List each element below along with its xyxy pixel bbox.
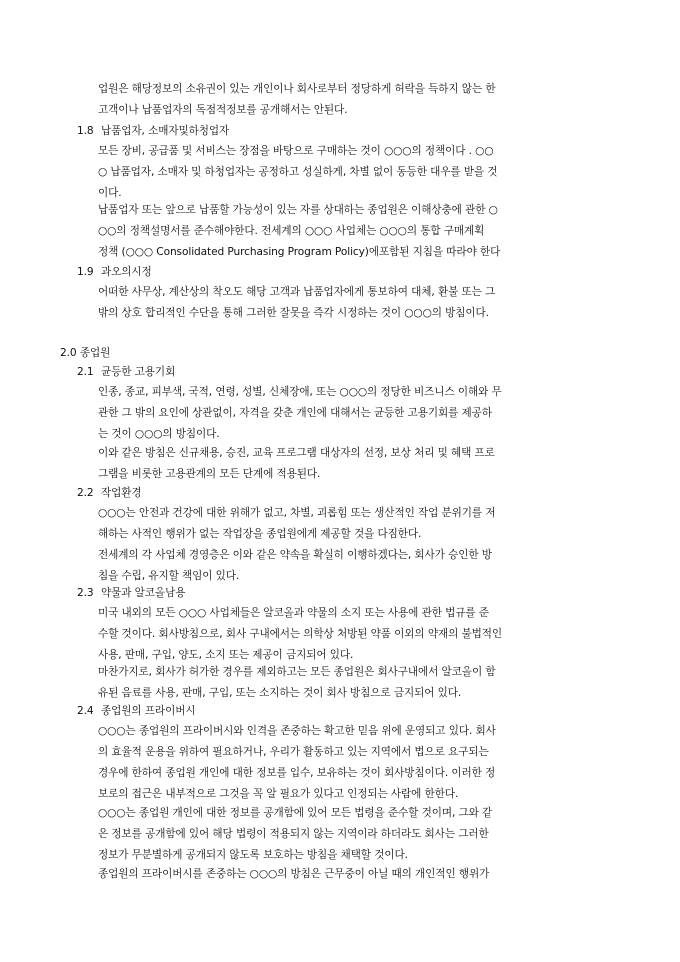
subsection-number: 2.1 — [77, 366, 94, 378]
paragraph — [98, 721, 620, 805]
subsection-title: 과오의시정 — [101, 266, 152, 278]
text-line: 고객이나 납품업자의 독점적정보를 공개해서는 안된다. — [98, 104, 348, 116]
subsection-heading-2-1 — [77, 364, 175, 379]
text-line: 모든 장비, 공급품 및 서비스는 장점을 바탕으로 구매하는 것이 ○○○의 정책이다 . ○○ — [98, 145, 494, 157]
text-line: 는 것이 ○○○의 방침이다. — [98, 428, 220, 440]
paragraph — [98, 803, 620, 866]
text-line: 의 효율적 운용을 위하여 필요하거나, 우리가 활동하고 있는 지역에서 법으로 요구되는 — [98, 746, 489, 758]
text-line: 정책 (○○○ Consolidated Purchasing Program Policy)에포함된 지침을 따라야 한다 — [98, 246, 501, 258]
subsection-number: 1.9 — [77, 266, 94, 278]
subsection-heading-2-4 — [77, 703, 195, 718]
text-line: 보로의 접근은 내부적으로 그것을 꼭 알 필요가 있다고 인정되는 사람에 한한다. — [98, 788, 459, 800]
paragraph — [98, 503, 620, 545]
subsection-heading-1-9 — [77, 264, 152, 279]
text-line: 해하는 사적인 행위가 없는 작업장을 종업원에게 제공할 것을 다짐한다. — [98, 528, 422, 540]
paragraph — [98, 662, 620, 704]
text-line: 그램을 비롯한 고용관계의 모든 단계에 적용된다. — [98, 468, 321, 480]
text-line: 침을 수립, 유지할 책임이 있다. — [98, 570, 240, 582]
text-line: 정보가 무분별하게 공개되지 않도록 보호하는 방침을 채택할 것이다. — [98, 849, 408, 861]
text-line: 은 정보를 공개함에 있어 해당 법령이 적용되지 않는 지역이라 하더라도 회사는 그러한 — [98, 828, 489, 840]
paragraph — [98, 545, 620, 587]
text-line: 수할 것이다. 회사방침으로, 회사 구내에서는 의학상 처방된 약품 이외의 약재의 불법적인 — [98, 628, 503, 640]
subsection-heading-1-8 — [77, 123, 229, 138]
text-line: 유된 음료를 사용, 판매, 구입, 또는 소지하는 것이 회사 방침으로 금지되어 있다. — [98, 687, 462, 699]
paragraph — [98, 864, 620, 885]
paragraph — [98, 79, 620, 121]
subsection-title: 종업원의 프라이버시 — [101, 705, 196, 717]
text-line: 이다. — [98, 187, 122, 199]
subsection-number: 2.4 — [77, 705, 94, 717]
paragraph — [98, 200, 620, 263]
subsection-title: 납품업자, 소매자및하청업자 — [101, 125, 230, 137]
text-line: 전세계의 각 사업체 경영층은 이와 같은 약속을 확실히 이행하겠다는, 회사가 승인한 방 — [98, 549, 492, 561]
text-line: 이와 같은 방침은 신규채용, 승진, 교육 프로그램 대상자의 선정, 보상 처리 및 혜택 프로 — [98, 447, 495, 459]
text-line: ○ 납품업자, 소매자 및 하청업자는 공정하고 성실하게, 차별 없이 동등한 대우를 받을 것 — [98, 166, 498, 178]
subsection-title: 작업환경 — [101, 487, 142, 499]
section-heading-2-0: 2.0 종업원 — [60, 347, 111, 359]
paragraph — [98, 382, 620, 445]
text-line: 납품업자 또는 앞으로 납품할 가능성이 있는 자를 상대하는 종업원은 이해상충에 관한 ○ — [98, 204, 498, 216]
text-line: 종업원의 프라이버시를 존중하는 ○○○의 방침은 근무중이 아닐 때의 개인적인 행위가 — [98, 868, 490, 880]
text-line: 미국 내외의 모든 ○○○ 사업체들은 알코올과 약물의 소지 또는 사용에 관한 법규를 준 — [98, 607, 489, 619]
text-line: ○○○는 종업원의 프라이버시와 인격을 존중하는 확고한 믿음 위에 운영되고 있다. 회사 — [98, 725, 496, 737]
text-line: 업원은 해당정보의 소유권이 있는 개인이나 회사로부터 정당하게 허락을 득하지 않는 한 — [98, 83, 496, 95]
paragraph — [98, 282, 620, 324]
paragraph — [98, 443, 620, 485]
text-line: 마찬가지로, 회사가 허가한 경우를 제외하고는 모든 종업원은 회사구내에서 알코올이 함 — [98, 666, 496, 678]
text-line: ○○의 정책설명서를 준수해야한다. 전세계의 ○○○ 사업체는 ○○○의 통합 구매계획 — [98, 225, 485, 237]
subsection-title: 약물과 알코올남용 — [101, 587, 186, 599]
paragraph — [98, 603, 620, 666]
subsection-title: 균등한 고용기회 — [101, 366, 176, 378]
subsection-heading-2-2 — [77, 485, 142, 500]
text-line: 경우에 한하여 종업원 개인에 대한 정보를 입수, 보유하는 것이 회사방침이다. 이러한 정 — [98, 767, 496, 779]
text-line: 밖의 상호 합리적인 수단을 통해 그러한 잘못을 즉각 시정하는 것이 ○○○의 방침이다. — [98, 307, 489, 319]
text-line: 관한 그 밖의 요인에 상관없이, 자격을 갖춘 개인에 대해서는 균등한 고용기회를 제공하 — [98, 407, 492, 419]
text-line: 사용, 판매, 구입, 양도, 소지 또는 제공이 금지되어 있다. — [98, 649, 354, 661]
subsection-heading-2-3 — [77, 585, 185, 600]
subsection-number: 2.2 — [77, 487, 94, 499]
paragraph — [98, 141, 620, 204]
text-line: 어떠한 사무상, 계산상의 착오도 해당 고객과 납품업자에게 통보하여 대체, 환불 또는 그 — [98, 286, 496, 298]
text-line: ○○○는 안전과 건강에 대한 위해가 없고, 차별, 괴롭힘 또는 생산적인 작업 분위기를 저 — [98, 507, 496, 519]
text-line: ○○○는 종업원 개인에 대한 정보를 공개함에 있어 모든 법령을 준수할 것이며, 그와 같 — [98, 807, 493, 819]
subsection-number: 1.8 — [77, 125, 94, 137]
subsection-number: 2.3 — [77, 587, 94, 599]
text-line: 인종, 종교, 피부색, 국적, 연령, 성별, 신체장애, 또는 ○○○의 정당한 비즈니스 이해와 무 — [98, 386, 502, 398]
